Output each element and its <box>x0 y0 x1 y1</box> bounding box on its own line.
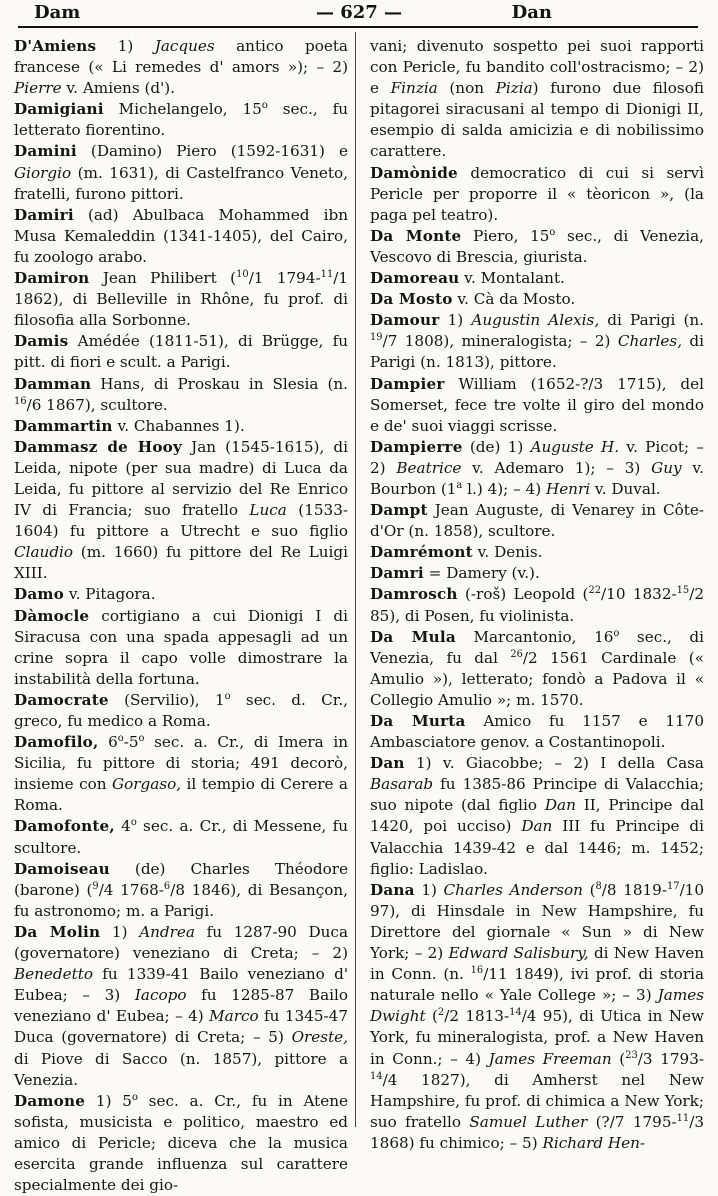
entry-text: (?/7 1795- <box>587 1112 677 1131</box>
entry-text: fu 1285-87 Bailo veneziano d' Eubea; – 4) <box>14 986 348 1026</box>
entry-text: 1) 5 <box>85 1091 132 1110</box>
entry-text: cortigiano a cui Dionigi I di Siracusa con una spada appesagli ad un crine sopra il capo volle dimostrare la instabilità della fortuna. <box>14 606 348 688</box>
entry <box>14 437 348 585</box>
superscript: o <box>138 733 145 745</box>
entry-text: 1) <box>96 37 155 55</box>
entry-text: v. Amiens (d'). <box>61 79 176 98</box>
entry <box>370 36 704 163</box>
superscript: 11 <box>320 268 334 280</box>
superscript: 15 <box>676 585 690 597</box>
left-column <box>14 36 348 1196</box>
headword: Dampier <box>370 374 445 393</box>
entry <box>370 163 704 226</box>
entry-text: democratico di cui si servì Pericle per proporre il « tèoricon », (la paga pel teatro). <box>370 163 704 224</box>
superscript: o <box>549 226 556 238</box>
entry-text: /4 1827), di Amherst nel New Hampshire, fu prof. di chimica a New York; suo fratello <box>370 1070 704 1131</box>
italic-name: Pierre <box>14 79 62 98</box>
headword: Damour <box>370 311 440 330</box>
italic-name: Charles, <box>617 332 683 351</box>
headword: Damigiani <box>14 100 104 119</box>
headword: Dàmocle <box>14 606 90 625</box>
entry <box>14 690 348 732</box>
entry-text: Hans, di Proskau in Slesia (n. <box>91 374 348 393</box>
entry-text: v. Montalant. <box>459 269 565 288</box>
headword: Damrémont <box>370 543 473 562</box>
entry-text: (m. 1660) fu pittore del Re Luigi XIII. <box>14 543 348 583</box>
entry-text: ( <box>611 1049 626 1068</box>
entry-text: /2 85), di Posen, fu violinista. <box>370 585 704 625</box>
entry-text: ( <box>582 880 596 899</box>
entry <box>14 36 348 99</box>
entry-text: sec., fu letterato fiorentino. <box>14 100 348 140</box>
headword: Damoreau <box>370 269 460 288</box>
superscript: a <box>456 479 463 491</box>
headword: D'Amiens <box>14 37 97 55</box>
entry-text: antico poeta francese (« Li remedes d' amors »); – 2) <box>14 37 348 77</box>
entry-text: v. Cà da Mosto. <box>452 290 576 309</box>
superscript: 11 <box>676 1112 690 1124</box>
entry <box>370 584 704 626</box>
entry <box>14 816 348 858</box>
entry-text: v. Picot; – 2) <box>370 437 704 477</box>
headword: Dammartin <box>14 416 113 435</box>
entry-text: sec. a. Cr., di Imera in Sicilia, fu pittore di storia; 491 decorò, insieme con <box>14 733 348 794</box>
entry-text: -5 <box>123 733 139 752</box>
entry <box>14 416 348 437</box>
entry-text: /10 97), di Hinsdale in New Hampshire, fu Direttore del giornale « Sun » di New York; – 2) <box>370 880 705 963</box>
italic-name: Charles Anderson <box>443 880 583 899</box>
italic-name: Beatrice <box>396 458 462 477</box>
entry-text: Jan (1545-1615), di Leida, nipote (per sua madre) di Luca da Leida, fu pittore al servizio del Re Enrico IV di Francia; suo fratello <box>14 437 348 520</box>
entry-text: William (1652-?/3 1715), del Somerset, fece tre volte il giro del mondo e de' suoi viaggi scrisse. <box>370 374 704 435</box>
headword: Da Mosto <box>370 290 453 309</box>
entry-text: (Servilio), 1 <box>108 690 225 709</box>
headword: Damoiseau <box>14 859 110 878</box>
entry-text: sec. a. Cr., di Messene, fu scultore. <box>14 817 348 857</box>
headword: Damiron <box>14 269 90 288</box>
entry <box>14 732 348 816</box>
headword: Damocrate <box>14 690 109 709</box>
entry-text: di Parigi (n. <box>599 311 704 330</box>
entry-text: Amédée (1811-51), di Brügge, fu pitt. di fiori e scult. a Parigi. <box>14 332 348 372</box>
entry-text: Jean Auguste, di Venarey in Côte-d'Or (n. 1858), scultore. <box>370 501 704 541</box>
entry-text: (1533-1604) fu pittore a Utrecht e suo figlio <box>14 501 348 541</box>
headword: Damone <box>14 1091 86 1110</box>
entry-text: (non <box>437 79 496 98</box>
headword: Damis <box>14 332 69 351</box>
entry-text: Amico fu 1157 e 1170 Ambasciatore genov. a Costantinopoli. <box>370 712 704 752</box>
entry <box>14 859 348 922</box>
italic-name: Samuel Luther <box>469 1112 588 1131</box>
superscript: 23 <box>625 1049 638 1061</box>
italic-name: Basarab <box>370 775 434 794</box>
entry-text: sec., di Venezia, fu dal <box>370 627 704 667</box>
headword: Dammasz de Hooy <box>14 437 183 456</box>
entry-text: ( <box>425 1007 438 1026</box>
entry-text: fu 1385-86 Principe di Valacchia; suo nipote (dal figlio <box>370 775 704 815</box>
entry <box>370 310 704 373</box>
entry-text: /3 1793- <box>637 1049 704 1068</box>
entry-text: /4 95), di Utica in New York, fu mineralogista, prof. a New Haven in Conn.; – 4) <box>370 1007 705 1068</box>
headword: Damofonte, <box>14 817 115 836</box>
entry <box>370 226 704 268</box>
entry-text: /11 1849), ivi prof. di storia naturale nello « Yale College »; – 3) <box>370 965 704 1005</box>
page-number: — 627 — <box>315 2 403 23</box>
entry-text: v. Bourbon (1 <box>370 458 705 498</box>
entry <box>370 268 704 289</box>
entry-text: = Damery (v.). <box>423 564 540 583</box>
italic-name: Richard Hen- <box>542 1133 646 1152</box>
superscript: o <box>613 627 620 639</box>
superscript: o <box>224 690 231 702</box>
superscript: 14 <box>509 1007 522 1019</box>
entry-text: di Piove di Sacco (n. 1857), pittore a Venezia. <box>14 1049 348 1089</box>
entry-text: /1 1794- <box>248 269 321 288</box>
italic-name: James Freeman <box>488 1049 612 1068</box>
entry-text: vani; divenuto sospetto pei suoi rapporti con Pericle, fu bandito coll'ostracismo; – 2) e <box>370 37 704 98</box>
entry-text: Piero, 15 <box>461 226 550 245</box>
entry <box>370 880 704 1154</box>
headword: Dampt <box>370 501 428 520</box>
entry-text: 1) <box>100 922 140 941</box>
entry-text: (de) 1) <box>462 437 531 456</box>
italic-name: Giorgio <box>14 163 72 182</box>
entry <box>370 289 704 310</box>
headword: Da Molin <box>14 922 101 941</box>
entry <box>14 205 348 268</box>
entry <box>14 1091 348 1196</box>
italic-name: Auguste H. <box>530 437 620 456</box>
entry <box>370 627 704 711</box>
italic-name: Luca <box>249 501 287 520</box>
entry-text: /10 1832- <box>601 585 677 604</box>
italic-name: Augustin Alexis, <box>471 311 600 330</box>
entry-text: (ad) Abulbaca Mohammed ibn Musa Kemaleddin (1341-1405), del Cairo, fu zoologo arabo. <box>14 205 348 266</box>
entry <box>14 331 348 373</box>
superscript: 9 <box>92 880 99 892</box>
entry <box>14 99 348 141</box>
entry-text: /7 1808), mineralogista; – 2) <box>382 332 618 351</box>
headword: Damrosch <box>370 585 458 604</box>
superscript: 14 <box>370 1070 383 1082</box>
headword: Dampierre <box>370 437 463 456</box>
entry <box>14 606 348 690</box>
superscript: 26 <box>510 648 523 660</box>
italic-name: Marco <box>209 1007 259 1026</box>
entry-text: l.) 4); – 4) <box>462 479 546 498</box>
entry <box>14 374 348 416</box>
entry-text: il tempio di Cerere a Roma. <box>14 775 348 815</box>
entry-text: (-roš) Leopold ( <box>457 585 589 604</box>
italic-name: Henri <box>545 479 591 498</box>
superscript: o <box>130 817 137 829</box>
entry <box>14 268 348 331</box>
entry <box>370 500 704 542</box>
entry <box>370 753 704 880</box>
superscript: o <box>117 733 124 745</box>
headword: Da Monte <box>370 226 462 245</box>
entry-text: III fu Principe di Valacchia 1439-42 e dal 1446; m. 1452; figlio: Ladislao. <box>370 817 704 878</box>
italic-name: Iacopo <box>134 986 187 1005</box>
entry-text: (de) Charles Théodore (barone) ( <box>14 859 348 899</box>
header-last-word: Dan <box>511 2 552 23</box>
italic-name: Dan <box>521 817 553 836</box>
superscript: 8 <box>595 880 602 892</box>
italic-name: Andrea <box>139 922 195 941</box>
superscript: 10 <box>236 268 249 280</box>
entry-text: /3 1868) fu chimico; – 5) <box>370 1112 704 1152</box>
superscript: o <box>131 1091 138 1103</box>
entry-text: 1) v. Giacobbe; – 2) I della Casa <box>404 754 704 773</box>
headword: Dana <box>370 880 415 899</box>
entry-text: di Parigi (n. 1813), pittore. <box>370 332 704 372</box>
entry-text: II, Principe dal 1420, poi ucciso) <box>370 796 704 836</box>
italic-name: Benedetto <box>14 965 93 984</box>
entry <box>370 711 704 753</box>
superscript: 2 <box>437 1007 445 1019</box>
entry-text: /2 1561 Cardinale (« Amulio »), letterato; fondò a Padova il « Collegio Amulio »; m. 1570. <box>370 648 704 709</box>
italic-name: Pizia <box>495 79 533 98</box>
column-divider <box>355 32 356 1127</box>
entry-text: 1) <box>439 311 472 330</box>
headword: Damini <box>14 142 77 161</box>
entry-text: /8 1819- <box>601 880 667 899</box>
superscript: 17 <box>666 880 680 892</box>
entry-text: /2 1813- <box>444 1007 510 1026</box>
superscript: 19 <box>370 332 383 344</box>
italic-name: Edward Salisbury, <box>448 944 589 963</box>
entry-text: ) furono due filosofi pitagorei siracusani al tempo di Dionigi II, esempio di salda amicizia e di nobilissimo carattere. <box>370 79 704 161</box>
entry-text: v. Denis. <box>472 543 543 562</box>
entry-text: /4 1768- <box>98 880 164 899</box>
headword: Damiri <box>14 205 74 224</box>
entry-text: 6 <box>98 733 118 752</box>
entry-text: (m. 1631), di Castelfranco Veneto, fratelli, furono pittori. <box>14 163 348 203</box>
headword: Damònide <box>370 163 458 182</box>
entry-text: Michelangelo, 15 <box>103 100 262 119</box>
entry <box>14 141 348 204</box>
italic-name: Finzia <box>390 79 438 98</box>
headword: Damofilo, <box>14 733 99 752</box>
entry-text: (Damino) Piero (1592-1631) e <box>76 142 348 161</box>
entry-text: /8 1846), di Besançon, fu astronomo; m. a Parigi. <box>14 880 348 920</box>
italic-name: Gorgaso, <box>112 775 182 794</box>
header-first-word: Dam <box>34 2 81 23</box>
superscript: 22 <box>588 585 602 597</box>
entry-text: fu 1287-90 Duca (governatore) veneziano di Creta; – 2) <box>14 922 348 963</box>
headword: Dan <box>370 754 405 773</box>
right-column <box>370 36 704 1154</box>
italic-name: Dan <box>544 796 576 815</box>
superscript: 16 <box>14 395 27 407</box>
entry-text: /6 1867), scultore. <box>26 395 168 414</box>
entry-text: v. Pitagora. <box>64 585 156 604</box>
superscript: o <box>261 100 268 112</box>
entry <box>370 374 704 437</box>
entry <box>370 437 704 500</box>
headword: Da Murta <box>370 712 466 730</box>
entry <box>14 922 348 1091</box>
entry <box>370 542 704 563</box>
entry-text: v. Duval. <box>590 479 661 498</box>
entry-text: 4 <box>114 817 131 836</box>
superscript: 16 <box>470 965 484 977</box>
entry-text: 1) <box>414 880 444 899</box>
italic-name: Guy <box>651 458 682 477</box>
entry <box>370 563 704 584</box>
italic-name: James Dwight <box>370 986 704 1026</box>
italic-name: Claudio <box>14 543 74 562</box>
entry-text: fu 1345-47 Duca (governatore) di Creta; – 5) <box>14 1007 348 1047</box>
headword: Damman <box>14 374 92 393</box>
entry-text: /1 1862), di Belleville in Rhône, fu prof. di filosofia alla Sorbonne. <box>14 269 349 330</box>
headword: Da Mula <box>370 627 456 646</box>
entry-text: fu 1339-41 Bailo veneziano d' Eubea; – 3) <box>14 965 348 1005</box>
entry-text: sec., di Venezia, Vescovo di Brescia, giurista. <box>370 226 705 266</box>
entry-text: sec. d. Cr., greco, fu medico a Roma. <box>14 690 349 730</box>
entry-text: Marcantonio, 16 <box>455 627 614 646</box>
entry-text: di New Haven in Conn. (n. <box>370 944 705 984</box>
entry-text: v. Chabannes 1). <box>112 416 245 435</box>
running-header <box>0 0 718 26</box>
italic-name: Oreste, <box>291 1028 348 1047</box>
headword: Damo <box>14 585 65 604</box>
entry <box>14 584 348 605</box>
entry-text: Jean Philibert ( <box>89 269 237 288</box>
superscript: 6 <box>163 880 171 892</box>
headword: Damri <box>370 564 424 583</box>
italic-name: Jacques <box>154 37 215 55</box>
entry-text: sec. a. Cr., fu in Atene sofista, musicista e politico, maestro ed amico di Pericle; diceva che la musica esercita grande influenza sul carattere specialmente dei gio- <box>14 1091 349 1195</box>
header-rule <box>18 26 698 28</box>
entry-text: v. Ademaro 1); – 3) <box>461 458 652 477</box>
